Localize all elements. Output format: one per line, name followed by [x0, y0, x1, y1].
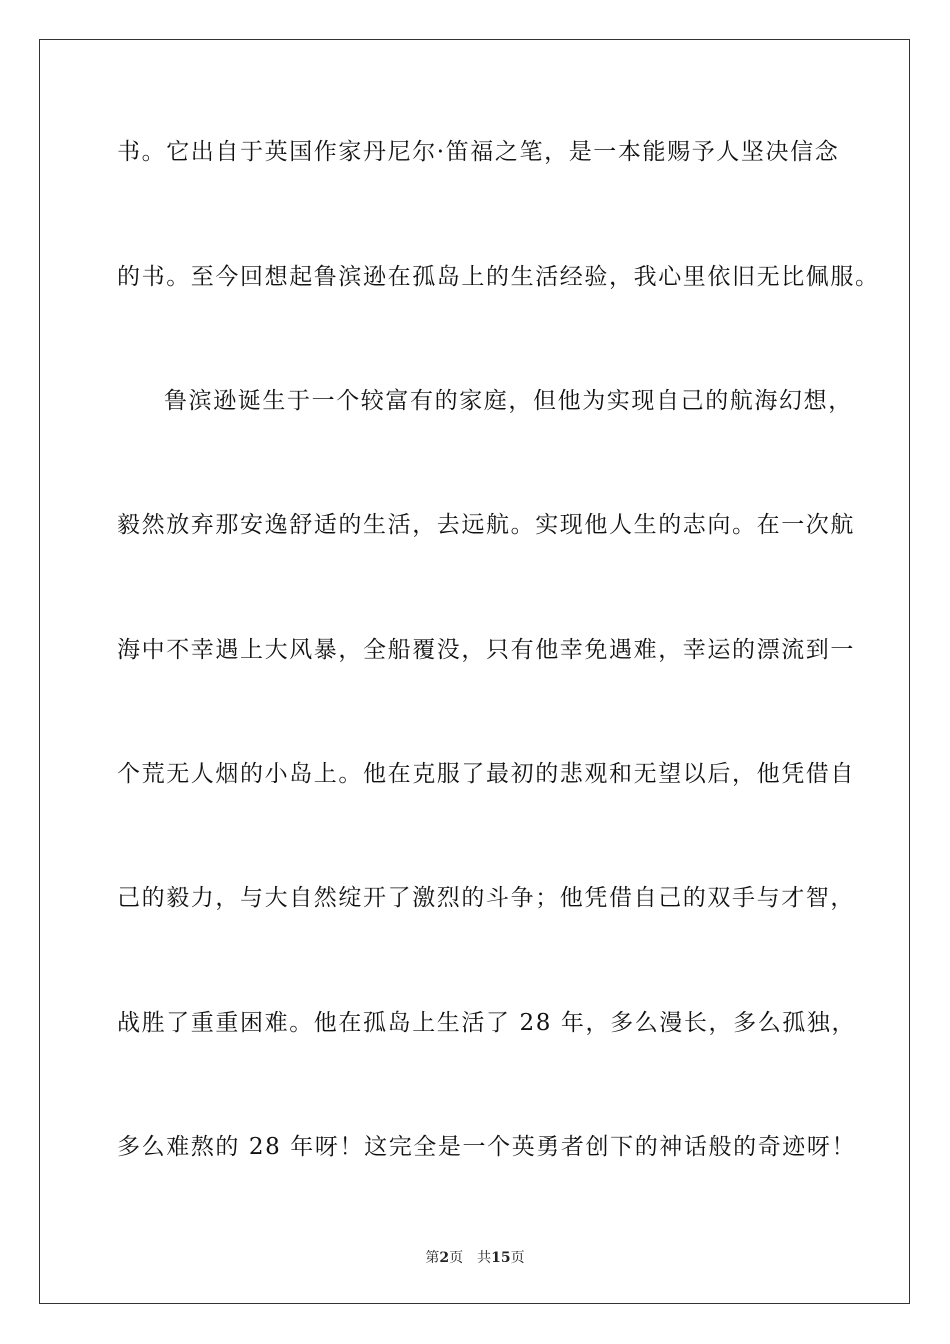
- text-line-2: 的书。至今回想起鲁滨逊在孤岛上的生活经验，我心里依旧无比佩服。: [117, 264, 880, 290]
- text-line-1: 书。它出自于英国作家丹尼尔·笛福之笔，是一本能赐予人坚决信念: [117, 139, 840, 165]
- text-line-7: 己的毅力，与大自然绽开了激烈的斗争；他凭借自己的双手与才智，: [117, 885, 855, 911]
- page-number: 2: [439, 1250, 450, 1266]
- text-line-6: 个荒无人烟的小岛上。他在克服了最初的悲观和无望以后，他凭借自: [117, 761, 855, 787]
- text-line-8: 战胜了重重困难。他在孤岛上生活了 28 年，多么漫长，多么孤独，: [117, 1010, 857, 1036]
- text-line-9: 多么难熬的 28 年呀！这完全是一个英勇者创下的神话般的奇迹呀！: [117, 1134, 857, 1160]
- text-line-4: 毅然放弃那安逸舒适的生活，去远航。实现他人生的志向。在一次航: [117, 512, 855, 538]
- total-suffix: 页: [510, 1250, 525, 1266]
- page-suffix: 页: [449, 1250, 464, 1266]
- text-line-5: 海中不幸遇上大风暴，全船覆没，只有他幸免遇难，幸运的漂流到一: [117, 637, 855, 663]
- page-border: [39, 39, 910, 1304]
- paragraph-start-line: 鲁滨逊诞生于一个较富有的家庭，但他为实现自己的航海幻想，: [164, 388, 853, 414]
- page-footer: [0, 1249, 950, 1267]
- total-pages: 15: [491, 1250, 511, 1266]
- total-prefix: 共: [477, 1250, 492, 1266]
- page-prefix: 第: [425, 1250, 440, 1266]
